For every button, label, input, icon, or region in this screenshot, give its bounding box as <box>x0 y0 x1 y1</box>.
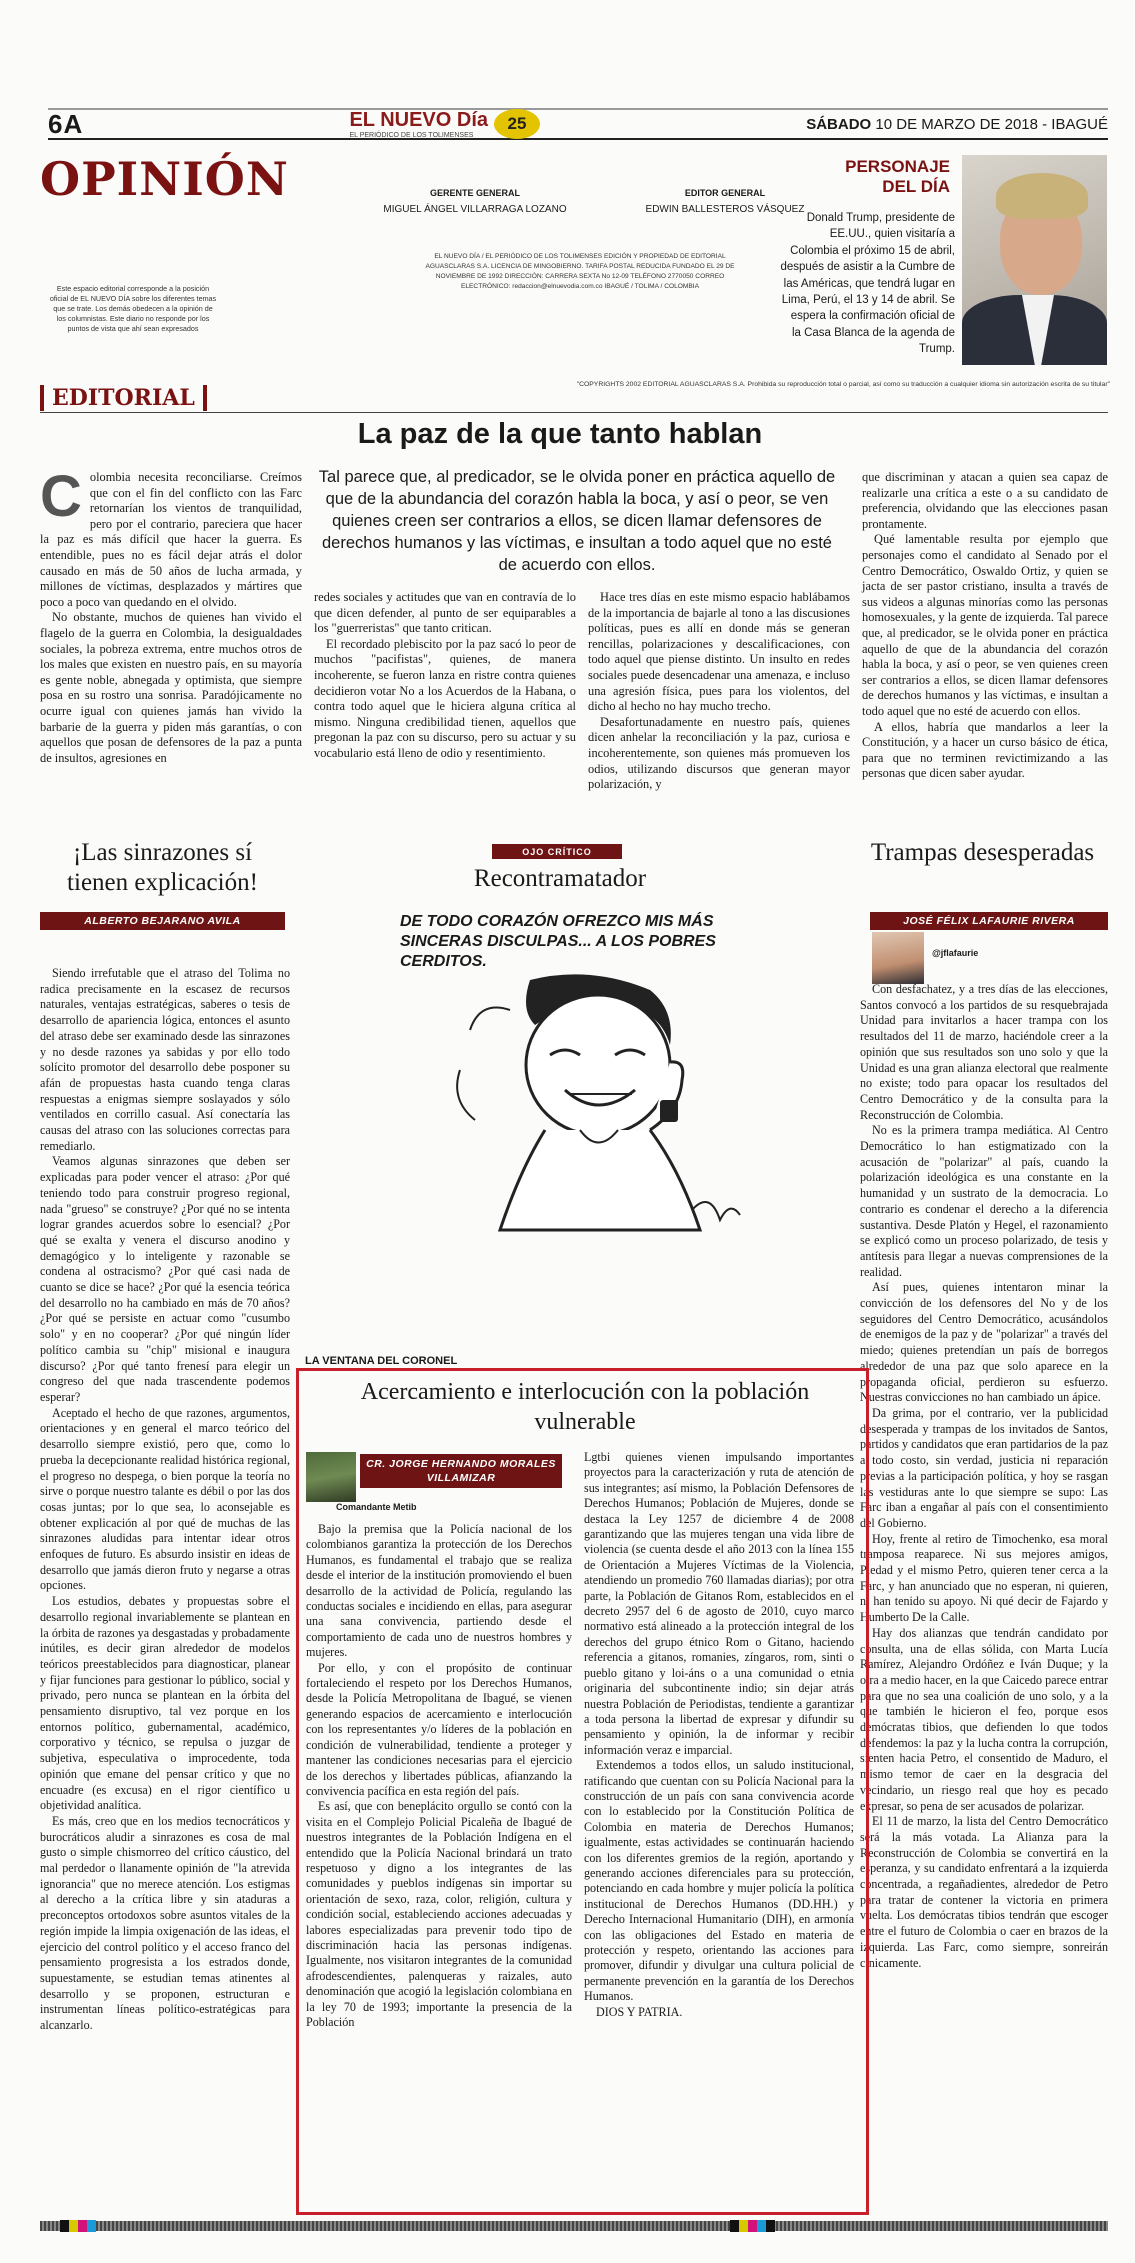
imprint-text: EL NUEVO DÍA / EL PERIÓDICO DE LOS TOLIMENSES EDICIÓN Y PROPIEDAD DE EDITORIAL AGUASCLARAS S.A. LICENCIA DE MINGOBIERNO. TARIFA POSTAL REDUCIDA FUNDADO EL 29 DE NOVIEMBRE DE 1992 DIRECCIÓN: CARRERA SEXTA No 12-09 TELÉFONO 2770050 CORREO ELECTRÓNICO: redaccion@elnuevodia.com.co IBAGUÉ / TOLIMA / COLOMBIA <box>425 253 735 290</box>
editorial-paragraph: Desafortunadamente en nuestro país, quienes dicen anhelar la reconciliación y la paz, curiosa e incoherentemente, son quienes más promueven los odios, utilizando discursos que generan mayor polarización, y <box>588 714 850 792</box>
ventana-label: LA VENTANA DEL CORONEL <box>305 1355 458 1367</box>
personaje-heading <box>800 157 950 197</box>
print-color-bars <box>60 2220 96 2232</box>
header-date <box>806 116 1108 133</box>
editorial-paragraph: A ellos, habría que mandarlos a leer la Constitución, y a hacer un curso básico de ética, para que no terminen revictimizando a las personas que dicen saber ayudar. <box>862 719 1108 781</box>
column-paragraph: Es más, creo que en los medios tecnocráticos y burocráticos aludir a sinrazones es cosa de mal gusto o simple chismorreo del crítico cáustico, del mal perdedor o llanamente opinión de "la atrevida ignorancia" que no merece atención. Los estigmas al derecho a la crítica libre y sin ataduras a preconceptos ortodoxos sobre asuntos vitales de la región impide la limpia oxigenación de las ideas, el ejercicio del control político y el acceso franco del pensamiento progresista a los estrados donde, supuestamente, se estudian temas atinentes al desarrollo y se proponen, estructuran e instrumentan líneas político-estratégicas para alcanzarlo. <box>40 1813 290 2033</box>
right-column-title: Trampas desesperadas <box>870 839 1095 866</box>
editorial-label: EDITORIAL <box>40 385 207 411</box>
personaje-text: Donald Trump, presidente de EE.UU., quien visitaría a Colombia el próximo 15 de abril, después de asistir a la Cumbre de las Américas, que tendrá lugar en Lima, Perú, el 13 y 14 de abril. Se espera la confirmación oficial de la Casa Blanca de la agenda de Trump. <box>780 212 955 356</box>
header-day: SÁBADO <box>806 115 872 133</box>
editorial-title: La paz de la que tanto hablan <box>357 418 763 450</box>
personaje-photo <box>962 155 1107 365</box>
editorial-paragraph: redes sociales y actitudes que van en contravía de lo que dicen defender, al punto de ser equiparables a los "guerreristas" que tanto critican. <box>314 590 576 636</box>
bottom-rule <box>40 2221 1108 2231</box>
copyright-notice: "COPYRIGHTS 2002 EDITORIAL AGUASCLARAS S.A. Prohibida su reproducción total o parcial, así como su traducción a cualquier idioma sin autorización escrita de su titular" <box>576 381 1110 388</box>
ventana-column-1 <box>306 1522 572 2030</box>
page-number: 6A <box>48 108 84 139</box>
column-paragraph: Hoy, frente al retiro de Timochenko, esa moral tramposa reaparece. Ni sus mejores amigos, Piedad y el mismo Petro, quieren tener cerca a la Farc, y han anunciado que no esperan, ni quieren, ni han tenido su apoyo. Ni qué decir de Fajardo y Humberto De la Calle. <box>860 1531 1108 1625</box>
editor-role: EDITOR GENERAL <box>684 188 766 198</box>
manager-name: MIGUEL ÁNGEL VILLARRAGA LOZANO <box>383 204 567 215</box>
column-paragraph: No es la primera trampa mediática. Al Centro Democrático lo han estigmatizado con la acusación de "polarizar" al país, cuando la polarización ideológica es una constante en la humanidad y un sustrato de la democracia. Lo contrario es condenar el derecho a la diferencia sustantiva. Desde Platón y Hegel, el razonamiento se explicó como un proceso polarizado, de tesis y antítesis para llegar a nuevas comprensiones de la realidad. <box>860 1123 1108 1279</box>
ventana-signoff: DIOS Y PATRIA. <box>596 2004 683 2019</box>
column-paragraph: Veamos algunas sinrazones que deben ser explicadas para poder vencer el atraso: ¿Por qué teniendo todo para construir progreso regional, nada "grueso" se construye? ¿Por qué no se intenta lograr grandes acuerdos sobre lo esencial? ¿Por qué se exalta y venera el discurso anodino y demagógico y lo inteligente y razonable se condena al ostracismo? ¿Por qué casi nada de cuanto se dice se hace? ¿Por qué la esencia teórica del desarrollo no ha cambiado en más de 70 años? ¿Por qué se persiste en actuar como "cusumbo solo" y en no cooperar? ¿Por qué ningún líder político cambia su "chip" misional e inaugura discurso? ¿Por qué tanto frenesí para elegir un congreso del que nada trascendente podemos esperar? <box>40 1154 290 1404</box>
right-author-avatar <box>872 932 924 984</box>
ventana-paragraph: Por ello, y con el propósito de continuar fortaleciendo el respeto por los Derechos Humanos, desde la Policía Metropolitana de Ibagué, se vienen generando espacios de acercamiento e interlocución con los representantes y/o líderes de la población en condición de vulnerabilidad, tendiente a proteger y mantener las condiciones necesarias para el ejercicio de los derechos y libertades públicas, afianzando la convivencia pacífica en esta región del país. <box>306 1660 572 1798</box>
left-column-title: ¡Las sinrazones sí tienen explicación! <box>67 839 258 896</box>
ojo-critico-label: OJO CRÍTICO <box>492 844 622 859</box>
editorial-column-2 <box>314 590 576 762</box>
editorial-column-4 <box>862 470 1108 782</box>
right-author-bar: JOSÉ FÉLIX LAFAURIE RIVERA <box>870 912 1108 930</box>
cartoon-caption: DE TODO CORAZÓN OFREZCO MIS MÁS SINCERAS DISCULPAS... A LOS POBRES CERDITOS. <box>400 913 716 970</box>
column-paragraph: Da grima, por el contrario, ver la publicidad desesperada y trampas de los invitados de Santos, partidos y candidatos que eran partidarios de la paz a todo costo, sin verdad, justicia ni reparación previas a la participación política, y hoy se rasgan las vestiduras ante lo que siempre se supo: Las Farc iban a engañar al país con el consentimiento del Gobierno. <box>860 1405 1108 1530</box>
editor-name: EDWIN BALLESTEROS VÁSQUEZ <box>645 204 805 215</box>
ventana-paragraph: Lgtbi quienes vienen impulsando importantes proyectos para la caracterización y ruta de atención de sus integrantes; así mismo, la Población Defensores de Derechos Humanos; Población de Mujeres, donde se destaca la Ley 1257 de diciembre 4 de 2008 garantizando que las mujeres tengan una vida libre de violencia (se cuenta desde el año 2013 con la línea 155 de Orientación a Mujeres Víctimas de la Violencia, atendiendo un promedio 760 llamadas diarias); por otra parte, la Población de Gitanos Rom, establecidos en el decreto 2957 del 6 de agosto de 2010, cuyo marco normativo está alineado a la protección integral de los derechos del grupo étnico Rom o Gitano, haciendo referencia a gitanos, romanies, zíngaros, rom, sinti o pueblo gitano y loi-áns o a una comunidad o etnia originaria del subcontinente indio; sin dejar atrás nuestra Población de Periodistas, tendiente a garantizar a toda persona la libertad de expresar y difundir su pensamiento y opinión, la de informar y recibir información veraz e imparcial. <box>584 1450 854 1757</box>
personaje-title-line2: DEL DÍA <box>882 177 950 196</box>
left-column-body <box>40 966 290 2034</box>
photo-hair <box>996 173 1088 219</box>
editorial-column-1 <box>40 464 302 766</box>
cartoon-drawing <box>420 970 760 1260</box>
ventana-title: Acercamiento e interlocución con la población vulnerable <box>360 1379 810 1435</box>
left-author-bar: ALBERTO BEJARANO AVILA <box>40 912 285 930</box>
ventana-author-avatar <box>306 1452 356 1502</box>
cartoon-title: Recontramatador <box>473 865 647 892</box>
right-column-body <box>860 982 1108 1971</box>
newspaper-logo <box>349 109 540 139</box>
editorial-paragraph: olombia necesita reconciliarse. Creímos que con el fin del conflicto con las Farc retornarían los vientos de tranquilidad, pero por el contrario, pareciera que hacer la paz es más difícil que hacer la guerra. Es entendible, pues no es fácil dejar atrás el dolor causado en más de 50 años de lucha armada, y millones de víctimas, desplazados y mártires que poco a poco van quedando en el olvido. <box>40 470 302 609</box>
column-paragraph: El 11 de marzo, la lista del Centro Democrático será la más votada. La Alianza para la Reconstrucción de Colombia se convertirá en la esperanza, y su candidato enfrentará a la izquierda concentrada, a regañadientes, alrededor de Petro para tratar de contener la victoria en primera vuelta. Los demócratas tibios tendrán que escoger entre el futuro de Colombia o caer en brazos de la izquierda. Las Farc, como siempre, sonreirán cínicamente. <box>860 1814 1108 1970</box>
editorial-paragraph: El recordado plebiscito por la paz sacó lo peor de muchos "pacifistas", quienes, de manera incoherente, se fueron lanza en ristre contra quienes decidieron votar No a los Acuerdos de la Habana, o contra todo aquel que le hiciera alguna crítica al mismo. Ninguna credibilidad tienen, aquellos que pregonan la paz con su discurso, pero su actuar y su vocabulario está lleno de odio y resentimiento. <box>314 636 576 760</box>
editorial-lead: Tal parece que, al predicador, se le olvida poner en práctica aquello de que de la abundancia del corazón habla la boca, y así o peor, se ven quienes creen ser contrarios a ellos, se dicen llamar defensores de derechos humanos y las víctimas, e insultan a todo aquel que no esté de acuerdo con ellos. <box>318 468 836 574</box>
editorial-paragraph: No obstante, muchos de quienes han vivido el flagelo de la guerra en Colombia, la desigualdades sociales, la pobreza extrema, entre muchos otros de los males que existen en nuestro país, en su mayoría es gente noble, abnegada y optimista, que siempre posa en su rostro una sonrisa. Paradójicamente no ocurre igual con quienes jamás han vivido la barbarie de la guerra y piden más garantías, o con aquellos que posan de defensores de la paz a punta de insultos, agresiones en <box>40 610 302 765</box>
section-title: OPINIÓN <box>40 152 289 206</box>
ventana-author-bar: CR. JORGE HERNANDO MORALES VILLAMIZAR <box>360 1454 562 1488</box>
column-paragraph: Siendo irrefutable que el atraso del Tolima no radica precisamente en la escasez de recursos naturales, ventajas estratégicas, saberes o tesis de desarrollo de apariencia lógica, entonces el asunto del atraso debe ser examinado desde las sinrazones y no desde razones ya sabidas y por ello todo solícito promotor del desarrollo debe posponer su afán de propuestas hasta cuando tenga claras respuestas a enigmas siempre soslayados y sólo ventilados en corrillo casual. Así conectaría las causas del atraso con las soluciones correctas para remediarlo. <box>40 966 290 1153</box>
logo-tagline: EL PERIÓDICO DE LOS TOLIMENSES <box>349 132 474 139</box>
author-twitter-handle: @jflafaurie <box>932 948 979 958</box>
column-paragraph: Aceptado el hecho de que razones, argumentos, orientaciones y en general el marco teórico del desarrollo siempre existió, pero que, como lo prueba la decepcionante realidad histórica regional, el progreso no despega, o bien porque la teoría no sirve o porque nuestro talante es débil o por las dos cosas juntas; por lo que sea, lo aconsejable es obtener explicación al por qué de muchas de las sinrazones aludidas para intentar idear otros enfoques de futuro. Es absurdo insistir en ideas de desarrollo que jamás dieron fruto y negarse a otras opciones. <box>40 1405 290 1593</box>
masthead-staff <box>360 188 840 215</box>
dropcap: C <box>40 464 82 529</box>
column-paragraph: Con desfachatez, y a tres días de las elecciones, Santos convocó a los partidos de su resquebrajada Unidad para invitarlos a hacer trampa con los resultados del 11 de marzo, haciéndole creer a la opinión que sus resultados son uno solo y que la Unidad es una gran alianza electoral que realmente no existe; todo para opacar los resultados del Centro Democrático y de la consulta para la Reconstrucción de Colombia. <box>860 982 1108 1122</box>
editorial-disclaimer: Este espacio editorial corresponde a la posición oficial de EL NUEVO DÍA sobre los diferentes temas que se trate. Los demás obedecen a la opinión de los columnistas. Este diario no responde por los puntos de vista que ahí sean expresados <box>49 284 217 333</box>
ventana-paragraph: Bajo la premisa que la Policía nacional de los colombianos garantiza la protección de los Derechos Humanos, es fundamental el trabajo que se realiza desde el interior de la institución promoviendo el buen desarrollo de la actividad de Policía, regulando las conductas sociales e incidiendo en ellas, para asegurar una sana convivencia, partiendo desde el comportamiento de cada uno de nuestros hombres y mujeres. <box>306 1522 572 1660</box>
editorial-column-3 <box>588 590 850 793</box>
logo-word: EL NUEVO Día <box>349 109 489 131</box>
editorial-paragraph: que discriminan y atacan a quien sea capaz de realizarle una crítica a este o a su candidato de preferencia, olvidando que las elecciones pasan prontamente. <box>862 470 1108 531</box>
page-header <box>48 110 1108 140</box>
print-color-bars-right <box>730 2220 775 2232</box>
anniversary-badge: 25 <box>494 109 540 139</box>
ventana-column-2 <box>584 1450 854 2020</box>
personaje-title-line1: PERSONAJE <box>845 157 950 176</box>
ventana-paragraph: Es así, que con beneplácito orgullo se contó con la visita en el Complejo Policial Picaleña de Ibagué de nuestros integrantes de la Población Indígena en el entendido que la Policía Nacional brindará un trato respetuoso y digno a los integrantes de las comunidades y pueblos indígenas sin importar su orientación de sexo, raza, color, religión, cultura y condición social, estableciendo acciones adecuadas y labores especializadas para prevenir todo tipo de discriminación hacia las personas indígenas. Igualmente, nos visitaron integrantes de la comunidad afrodescendientes, palenqueras y raizales, auto denominación que acogió la legislación colombiana en la ley 70 de 1993; importante la presencia de la Población <box>306 1799 572 2029</box>
ventana-paragraph: Extendemos a todos ellos, un saludo institucional, ratificando que cuentan con su Policía Nacional para la construcción de un país con sana convivencia acorde con lo establecido por la Constitución Política de Colombia en materia de Derechos Humanos; igualmente, estas actividades se continuarán haciendo con los diferentes gremios de la región, aportando y generando acciones diferenciales para su protección, potenciando en cada hombre y mujer policía la política institucional de Derechos Humanos (DD.HH.) y Derecho Internacional Humanitario (DIH), en armonía con las obligaciones del Estado en materia de protección y respeto, orientando las acciones para promover, difundir y divulgar una cultura policial de permanente prevención en la garantía de los Derechos Humanos. <box>584 1758 854 2004</box>
editorial-paragraph: Hace tres días en este mismo espacio hablábamos de la importancia de bajarle al tono a las discusiones políticas, pues es allí en donde más se generan rencillas, polarizaciones y descalificaciones, con todo aquel que piense distinto. Un insulto en redes sociales puede desencadenar una amenaza, e incluso una agresión física, pues para los violentos, del dicho al hecho no hay mucho trecho. <box>588 590 850 714</box>
column-paragraph: Así pues, quienes intentaron minar la convicción de los defensores del No y de los seguidores del Centro Democrático, acusándolos de enemigos de la paz y de "polarizar" a través del miedo; quienes pretendían un país de borregos alrededor de una paz que solo aparece en la propaganda oficial, perdieron su esfuerzo. Nuestras convicciones no han cambiado un ápice. <box>860 1280 1108 1405</box>
manager-role: GERENTE GENERAL <box>429 188 520 198</box>
column-paragraph: Hay dos alianzas que tendrán candidato por consulta, una de ellas sólida, con Marta Lucía Ramírez, Alejandro Ordóñez e Iván Duque; y la otra a medio hacer, en la que Caicedo parece entrar para que no sea una coalición de uno solo, y a la que también le hicieron el feo, porque esos demócratas tibios, que defienden lo que todos defendemos: la paz y la lucha contra la corrupción, sienten hacia Petro, el consentido de Maduro, el mismo temor de caer en la desgracia del vecindario, un riesgo real que hoy es pecado expresar, so pena de ser acusados de polarizar. <box>860 1625 1108 1813</box>
editorial-paragraph: Qué lamentable resulta por ejemplo que personajes como el candidato al Senado por el Centro Democrático, Oswaldo Ortiz, y quien se jacta de ser pastor cristiano, insulta a través de sus videos a algunas minorías como las personas homosexuales, y la gente de izquierda. Tal parece que, al predicador, se le olvida poner en práctica aquello de que de la abundancia del corazón habla la boca, y así o peor, se ven quienes creen ser contrarios a ellos, se dicen llamar defensores de derechos humanos y las víctimas, e insultan a todo aquel que no esté de acuerdo con ellos. <box>862 532 1108 718</box>
header-date-text: 10 DE MARZO DE 2018 - IBAGUÉ <box>875 115 1108 133</box>
ventana-author-role: Comandante Metib <box>336 1502 417 1512</box>
column-paragraph: Los estudios, debates y propuestas sobre el desarrollo regional invariablemente se plantean en la órbita de razones ya desgastadas y probadamente inútiles, es decir giran alrededor de modelos teóricos preestablecidos para diagnosticar, planear y fijar funciones para gestionar lo público, social y privado, pero nunca se plantean en la órbita del pensamiento disruptivo, tal vez porque en los entornos político, gubernamental, académico, corporativo y técnico, se repulsa o juzgar de subjetiva, especulativa o improcedente, toda opinión que emane del pensar crítico y que no encuadre (es excusa) en el rigor científico u objetividad analítica. <box>40 1594 290 1813</box>
manager-block <box>360 188 590 215</box>
